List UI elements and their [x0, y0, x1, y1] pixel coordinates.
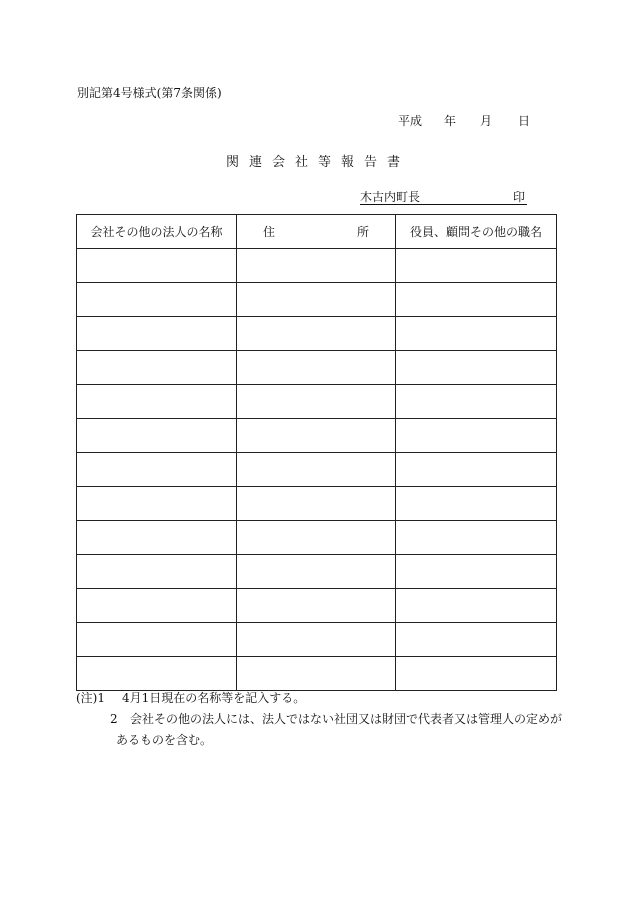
table-header-row: [77, 215, 557, 249]
position-cell[interactable]: [396, 249, 557, 283]
address-cell[interactable]: [237, 385, 396, 419]
address-cell[interactable]: [237, 487, 396, 521]
document-title: 関連会社等報告書: [226, 155, 411, 170]
table-row: [77, 317, 557, 351]
table-row: [77, 351, 557, 385]
address-cell[interactable]: [237, 657, 396, 691]
table-row: [77, 283, 557, 317]
position-cell[interactable]: [396, 351, 557, 385]
address-cell[interactable]: [237, 351, 396, 385]
table-row: [77, 555, 557, 589]
company-name-cell[interactable]: [77, 351, 237, 385]
position-cell[interactable]: [396, 623, 557, 657]
position-cell[interactable]: [396, 555, 557, 589]
table-row: [77, 623, 557, 657]
company-name-cell[interactable]: [77, 419, 237, 453]
date-year: 年: [444, 114, 457, 128]
table-row: [77, 487, 557, 521]
position-cell[interactable]: [396, 283, 557, 317]
company-name-cell[interactable]: [77, 283, 237, 317]
column-header-address: [237, 215, 396, 249]
position-cell[interactable]: [396, 419, 557, 453]
notes: [76, 688, 562, 751]
recipient-line: [360, 188, 527, 205]
address-cell[interactable]: [237, 419, 396, 453]
company-name-cell[interactable]: [77, 555, 237, 589]
address-cell[interactable]: [237, 623, 396, 657]
note-2-number: 2: [110, 712, 118, 726]
company-name-cell[interactable]: [77, 249, 237, 283]
table-row: [77, 385, 557, 419]
address-cell[interactable]: [237, 453, 396, 487]
company-name-cell[interactable]: [77, 657, 237, 691]
recipient-name: 木古内町長: [360, 190, 421, 204]
address-label-part2: 所: [356, 225, 369, 239]
address-cell[interactable]: [237, 317, 396, 351]
address-cell[interactable]: [237, 521, 396, 555]
table-row: [77, 249, 557, 283]
position-cell[interactable]: [396, 521, 557, 555]
address-cell[interactable]: [237, 555, 396, 589]
note-2-text-line2: あるものを含む。: [116, 733, 213, 747]
date-month: 月: [480, 114, 493, 128]
position-cell[interactable]: [396, 589, 557, 623]
report-table: [76, 214, 557, 691]
column-header-company-name: 会社その他の法人の名称: [77, 215, 237, 249]
note-2: [76, 709, 562, 730]
company-name-cell[interactable]: [77, 589, 237, 623]
table-body: [77, 249, 557, 691]
address-label-part1: 住: [263, 225, 276, 239]
form-label: 別記第4号様式(第7条関係): [77, 86, 222, 100]
position-cell[interactable]: [396, 487, 557, 521]
note-2-text-line1: 会社その他の法人には、法人ではない社団又は財団で代表者又は管理人の定めが: [130, 712, 563, 726]
column-header-position: 役員、顧問その他の職名: [396, 215, 557, 249]
position-cell[interactable]: [396, 385, 557, 419]
position-cell[interactable]: [396, 453, 557, 487]
company-name-cell[interactable]: [77, 317, 237, 351]
position-cell[interactable]: [396, 657, 557, 691]
table-row: [77, 419, 557, 453]
address-cell[interactable]: [237, 589, 396, 623]
note-prefix: (注)1: [76, 691, 105, 705]
note-1-text: 4月1日現在の名称等を記入する。: [122, 691, 306, 705]
table-row: [77, 657, 557, 691]
address-cell[interactable]: [237, 283, 396, 317]
address-cell[interactable]: [237, 249, 396, 283]
position-cell[interactable]: [396, 317, 557, 351]
company-name-cell[interactable]: [77, 521, 237, 555]
company-name-cell[interactable]: [77, 385, 237, 419]
company-name-cell[interactable]: [77, 623, 237, 657]
table-row: [77, 521, 557, 555]
table-row: [77, 589, 557, 623]
date-era: 平成: [398, 114, 423, 128]
company-name-cell[interactable]: [77, 453, 237, 487]
company-name-cell[interactable]: [77, 487, 237, 521]
date-day: 日: [518, 114, 531, 128]
date-line: [398, 112, 530, 129]
note-1: [76, 688, 562, 709]
seal-mark: 印: [512, 190, 525, 204]
table-row: [77, 453, 557, 487]
